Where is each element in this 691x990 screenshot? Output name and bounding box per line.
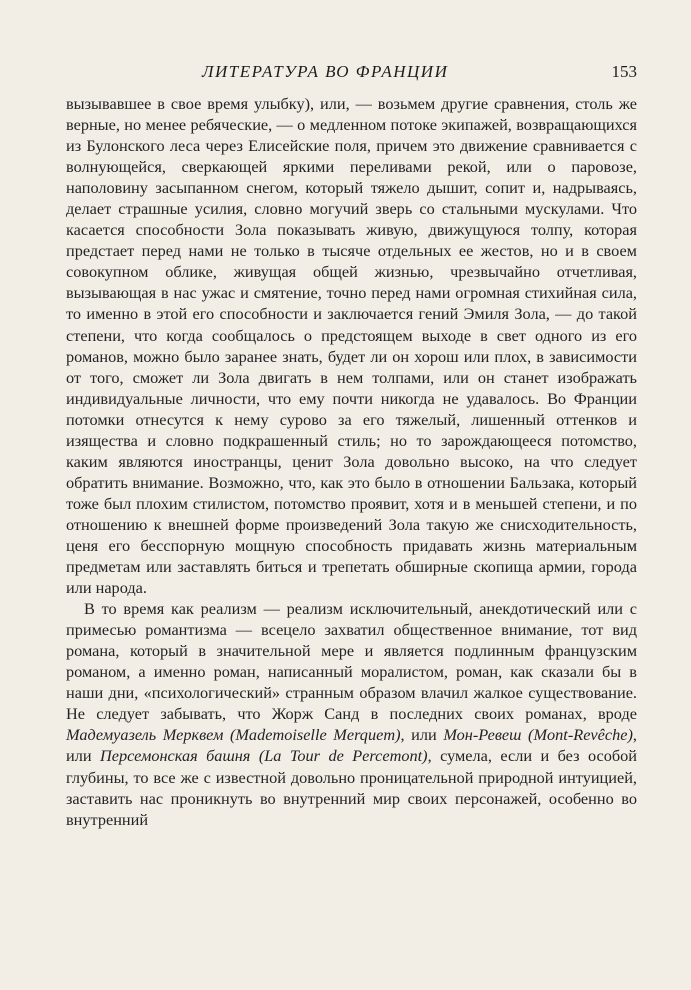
paragraph-2 (66, 598, 637, 830)
paragraph-2-start: В то время как реализм — реализм исключительный, анекдотический или с примесью романтизма — всецело захватил общественное внимание, тот вид романа, который в значительной мере и является подлинным французским романом, а именно роман, написанный моралистом, роман, как сказали бы в наши дни, «психологический» странным образом влачил жалкое существование. Не следует забывать, что Жорж Санд в последних своих романах, вроде (66, 599, 637, 724)
connector-2: , или (66, 725, 637, 766)
novel-title-1-ru: Мадемуазель Мерквем (66, 725, 224, 745)
connector-1: , или (400, 725, 437, 745)
body-text (66, 93, 637, 830)
running-title: ЛИТЕРАТУРА ВО ФРАНЦИИ (202, 62, 449, 81)
page-header (72, 62, 637, 84)
novel-title-3-fr: (La Tour de Percemont) (258, 746, 428, 766)
paragraph-2-end: , сумела, если и без особой глубины, то все же с известной довольно проницательной природной интуицией, заставить нас проникнуть во внутренний мир своих персонажей, особенно во внутренний (66, 746, 638, 829)
paragraph-1: вызывавшее в свое время улыбку), или, — возьмем другие сравнения, столь же верные, но менее ребяческие, — о медленном потоке экипажей, возвращающихся из Булонского леса через Елисейские поля, причем это движение сравнивается с волнующейся, сверкающей яркими переливами рекой, или о паровозе, наполовину засыпанном снегом, который тяжело дышит, сопит и, надрываясь, делает страшные усилия, словно могучий зверь со стальными мускулами. Что касается способности Зола показывать живую, движущуюся толпу, которая предстает перед нами не только в тысяче отдельных ее жестов, но и в своем совокупном облике, живущая общей жизнью, чрезвычайно отчетливая, вызывающая в нас ужас и смятение, точно перед нами огромная стихийная сила, то именно в этой его способности и заключается гений Эмиля Зола, — до такой степени, что когда сообщалось о предстоящем выходе в свет одного из его романов, можно было заранее знать, будет ли он хорош или плох, в зависимости от того, сможет ли Зола двигать в нем толпами, или он станет изображать индивидуальные личности, что ему почти никогда не удавалось. Во Франции потомки отнесутся к нему сурово за его тяжелый, лишенный оттенков и изящества и словно подкрашенный стиль; но то зарождающееся потомство, каким являются иностранцы, ценит Зола довольно высоко, на что следует обратить внимание. Возможно, что, как это было в отношении Бальзака, который тоже был плохим стилистом, потомство проявит, хотя и в меньшей степени, и по отношению к внешней форме произведений Зола такую же снисходительность, ценя его бесспорную мощную способность придавать жизнь материальным предметам или заставлять биться и трепетать обширные скопища армии, города или народа. (66, 94, 637, 598)
novel-title-2-ru: Мон-Ревеш (443, 725, 522, 745)
page-number: 153 (611, 62, 637, 81)
novel-title-3-ru: Персемонская башня (99, 746, 251, 766)
novel-title-1-fr: (Mademoiselle Merquem) (229, 725, 401, 745)
novel-title-2-fr: (Mont-Revêche) (528, 725, 633, 745)
